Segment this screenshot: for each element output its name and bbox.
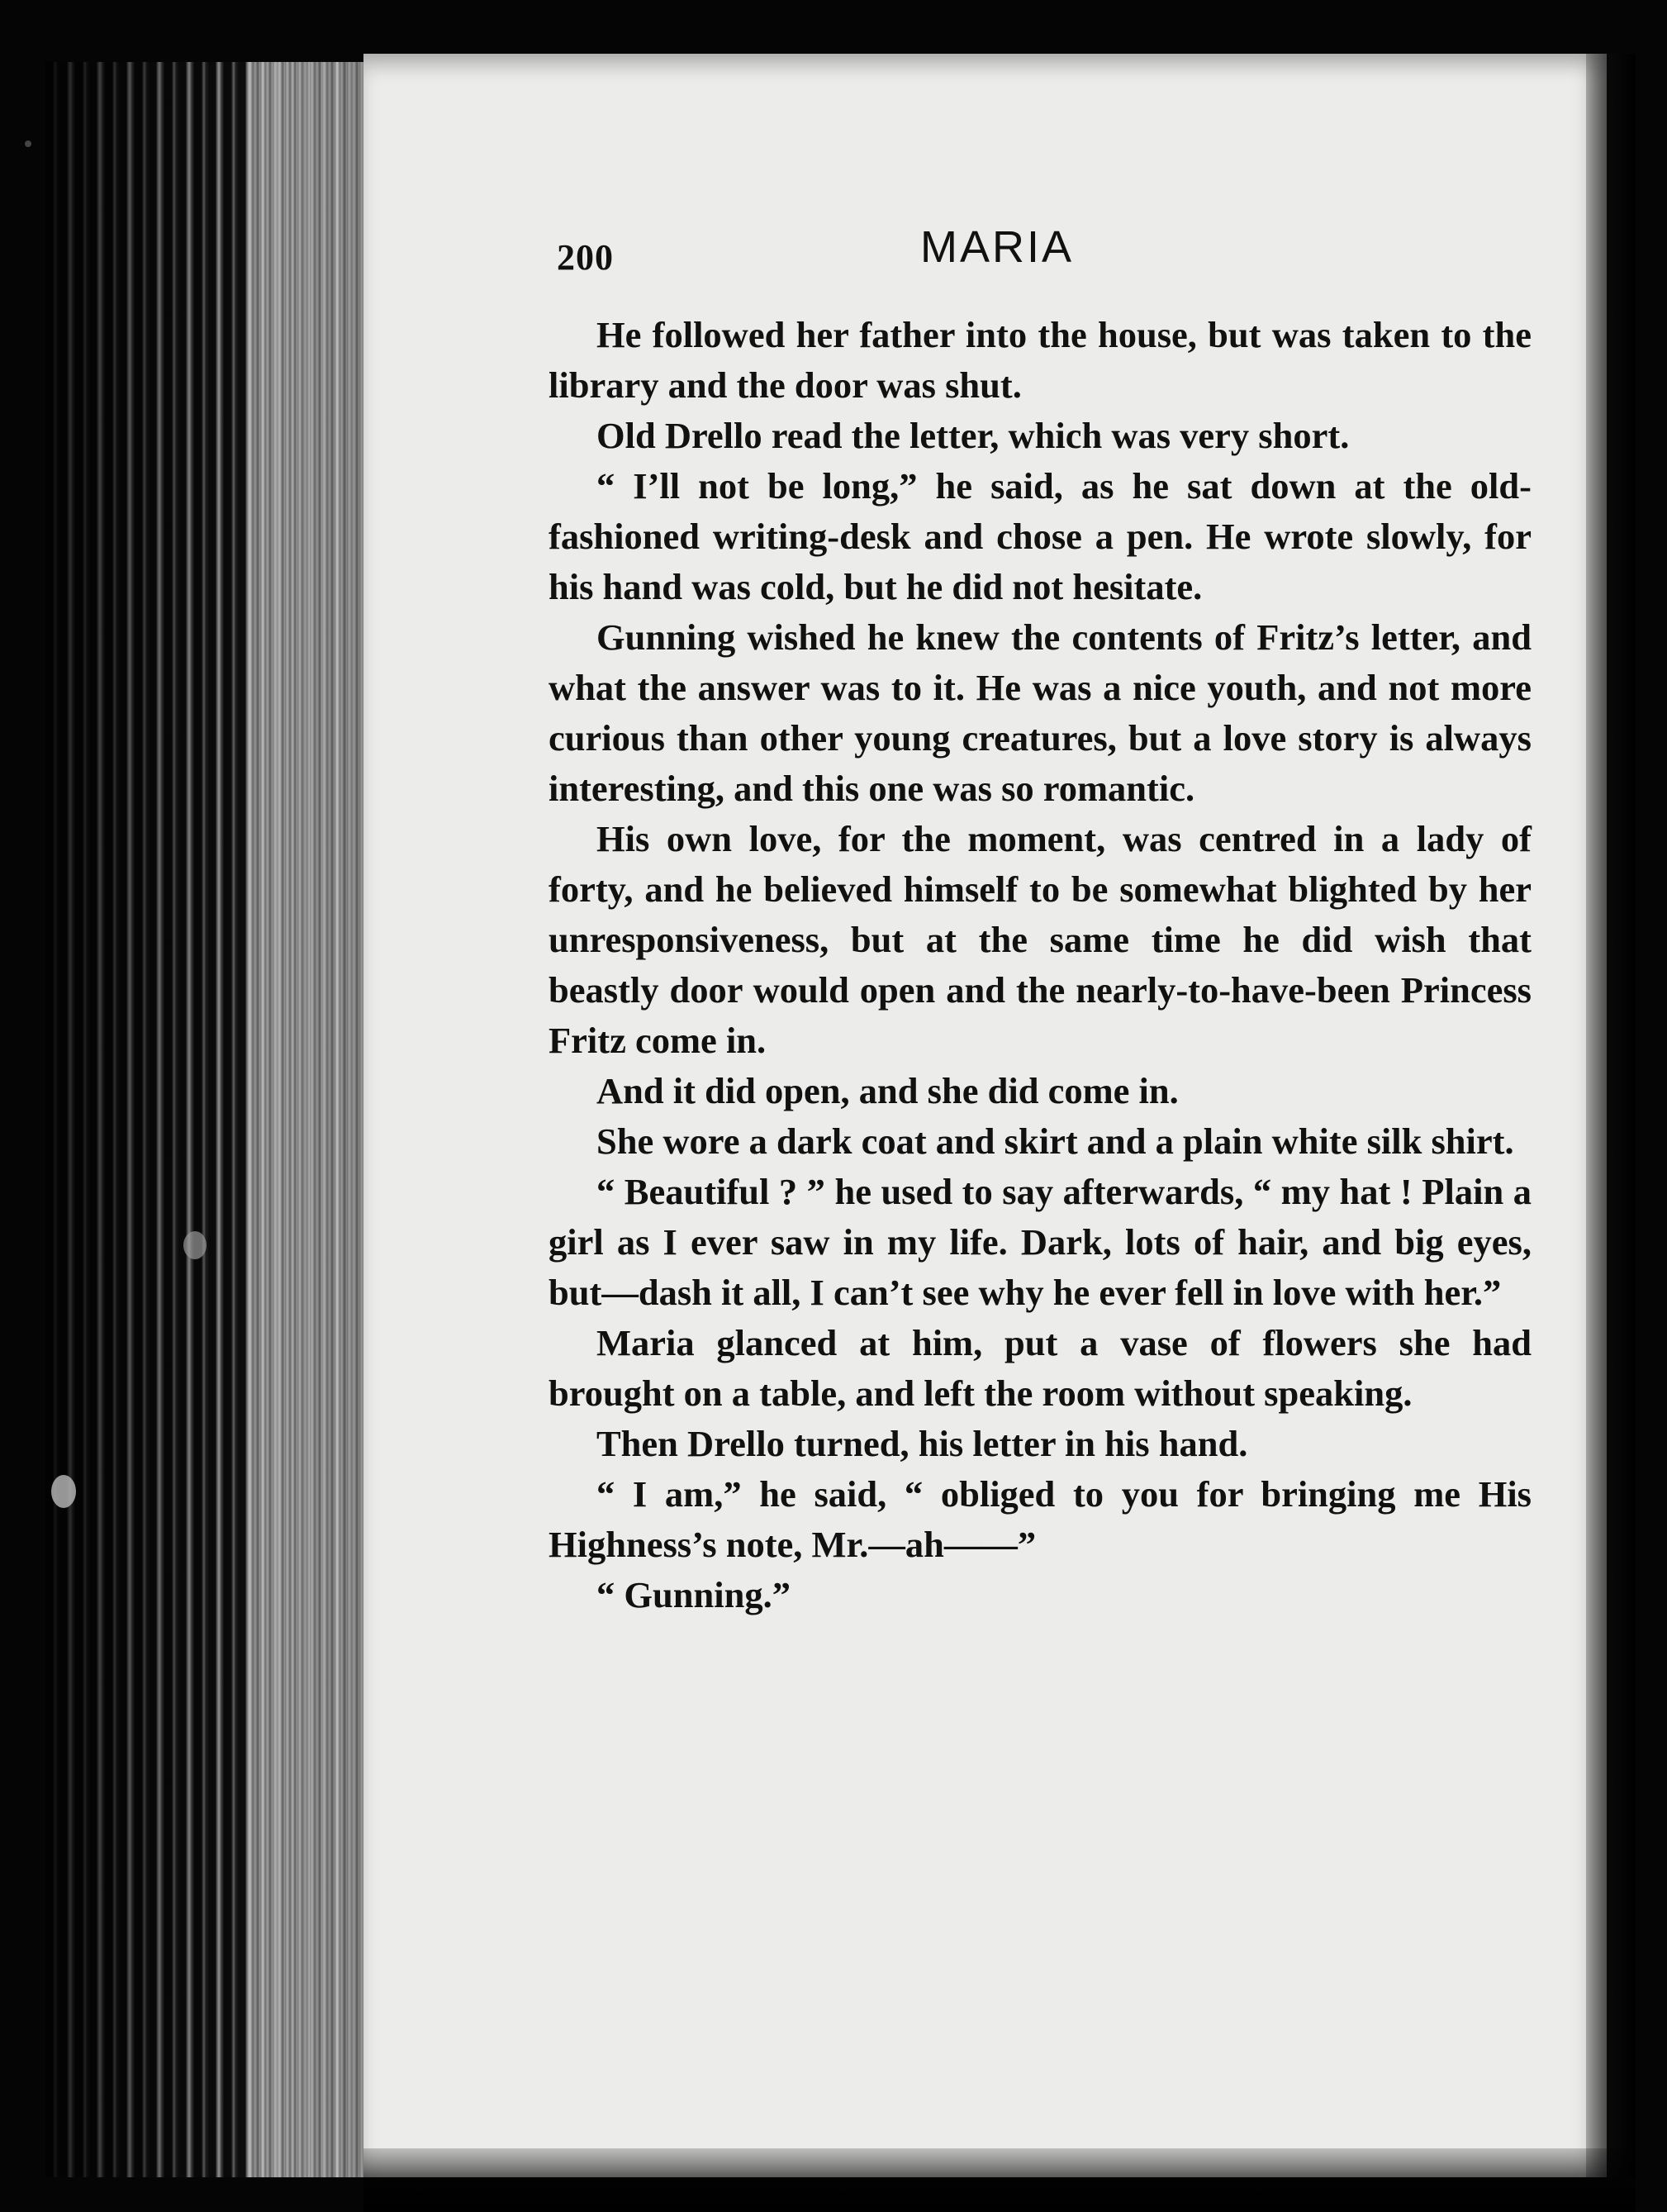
page-number: 200: [557, 237, 614, 278]
paragraph: “ Beautiful ? ” he used to say afterwards, “ my hat ! Plain a girl as I ever saw in my life. Dark, lots of hair, and big eyes, but—dash it all, I can’t see why he ever fell in love with her.”: [549, 1171, 1532, 1313]
paragraph: “ Gunning.”: [596, 1574, 791, 1615]
paragraph: “ I’ll not be long,” he said, as he sat down at the old-fashioned writing-desk and chose a pen. He wrote slowly, for his hand was cold, but he did not hesitate.: [549, 465, 1532, 607]
dust-speck: [183, 1231, 207, 1259]
paragraph: He followed her father into the house, but was taken to the library and the door was shut.: [549, 314, 1532, 406]
paragraph: Gunning wished he knew the contents of Fritz’s letter, and what the answer was to it. He was a nice youth, and not more curious than other young creatures, but a love story is always interesting, and this one was so romantic.: [549, 616, 1532, 809]
paragraph: And it did open, and she did come in.: [596, 1070, 1179, 1111]
page-right-shadow: [1586, 54, 1636, 2177]
paragraph: Maria glanced at him, put a vase of flowers she had brought on a table, and left the room without speaking.: [549, 1322, 1532, 1414]
dust-speck: [25, 140, 31, 147]
paragraph: Then Drello turned, his letter in his hand.: [596, 1423, 1248, 1464]
page-edges-shadow: [45, 62, 363, 2177]
page-header: [557, 221, 1533, 288]
body-text: [549, 310, 1532, 1620]
paragraph: She wore a dark coat and skirt and a plain white silk shirt.: [596, 1120, 1514, 1162]
dust-speck: [51, 1475, 76, 1508]
paragraph: Old Drello read the letter, which was very short.: [596, 415, 1350, 456]
page-bottom-shadow: [363, 2148, 1636, 2212]
paragraph: “ I am,” he said, “ obliged to you for bringing me His Highness’s note, Mr.—ah——”: [549, 1473, 1532, 1565]
paragraph: His own love, for the moment, was centred in a lady of forty, and he believed himself to be somewhat blighted by her unresponsiveness, but at the same time he did wish that beastly door would open and the nearly-to-have-been Princess Fritz come in.: [549, 818, 1532, 1061]
running-title: MARIA: [920, 222, 1075, 272]
